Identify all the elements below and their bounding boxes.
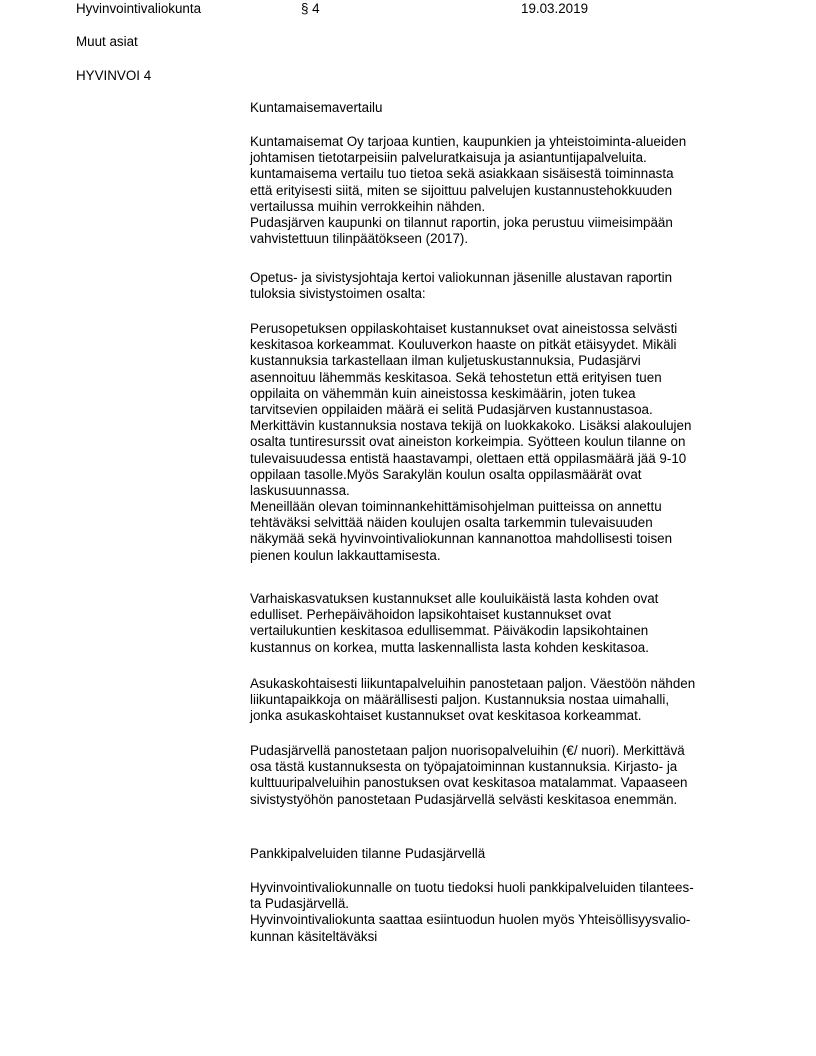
text-line: kustannus on korkea, mutta laskennallista lasta kohden keskitasoa. [250,639,649,655]
text-line: johtamisen tietotarpeisiin palveluratkaisuja ja asiantuntijapalveluita. [250,150,647,166]
text-line: Meneillään olevan toiminnankehittämisohjelman puitteissa on annettu [250,499,662,515]
text-line: asennoituu lähemmäs keskitasoa. Sekä tehostetun että erityisen tuen [250,369,662,385]
paragraph-sports-services [250,676,695,725]
text-line: kunnan käsiteltäväksi [250,928,378,944]
text-line: Hyvinvointivaliokunnalle on tuotu tiedoksi huoli pankkipalveluiden tilantees- [250,880,694,895]
text-line: kustannuksia tarkastellaan ilman kuljetuskustannuksia, Pudasjärvi [250,353,641,369]
text-line: Pudasjärvellä panostetaan paljon nuorisopalveluihin (€/ nuori). Merkittävä [250,743,685,758]
topic-title-pankkipalvelut: Pankkipalveluiden tilanne Pudasjärvellä [250,846,486,861]
text-line: Pudasjärven kaupunki on tilannut raportin, joka perustuu viimeisimpään [250,214,673,230]
text-line: Hyvinvointivaliokunta saattaa esiintuodun huolen myös Yhteisöllisyysvalio- [250,912,691,928]
text-line: tulevaisuudessa entistä haastavampi, olettaen että oppilasmäärä jää 9-10 [250,450,687,466]
paragraph-intro [250,134,686,247]
text-line: laskusuunnassa. [250,482,350,498]
text-line: sivistystyöhön panostetaan Pudasjärvellä selvästi keskitasoa enemmän. [250,791,678,807]
paragraph-basic-education [250,321,691,564]
text-line: liikuntapaikkoja on määrällisesti paljon. Kustannuksia nostaa uimahalli, [250,692,670,708]
item-reference: HYVINVOI 4 [76,68,152,83]
text-line: oppilaita on vähemmän kuin aineistossa keskimäärin, joten tukea [250,385,636,401]
meeting-date: 19.03.2019 [521,1,589,16]
text-line: edulliset. Perhepäivähoidon lapsikohtaiset kustannukset ovat [250,607,612,623]
text-line: oppilaan tasolle.Myös Sarakylän koulun osalta oppilasmäärät ovat [250,466,642,482]
item-category: Muut asiat [76,34,138,49]
topic-title-kuntamaisemavertailu: Kuntamaisemavertailu [250,100,383,115]
organization-name: Hyvinvointivaliokunta [76,1,202,16]
text-line: vahvistettuun tilinpäätökseen (2017). [250,231,469,247]
text-line: tehtäväksi selvittää näiden koulujen osalta tarkemmin tulevaisuuden [250,515,653,531]
paragraph-early-childhood [250,591,658,656]
text-line: ta Pudasjärvellä. [250,896,349,912]
paragraph-youth-services [250,743,687,808]
text-line: että erityisesti siitä, miten se sijoittuu palvelujen kustannustehokkuuden [250,182,673,198]
text-line: keskitasoa korkeammat. Kouluverkon haaste on pitkät etäisyydet. Mikäli [250,337,677,353]
text-line: Varhaiskasvatuksen kustannukset alle kouluikäistä lasta kohden ovat [250,591,659,606]
text-line: vertailussa muihin verrokkeihin nähden. [250,198,486,214]
text-line: näkymää sekä hyvinvointivaliokunnan kannanottoa mahdollisesti toisen [250,531,673,547]
text-line: pienen koulun lakkauttamisesta. [250,547,441,563]
text-line: Asukaskohtaisesti liikuntapalveluihin panostetaan paljon. Väestöön nähden [250,676,696,691]
text-line: Opetus- ja sivistysjohtaja kertoi valiokunnan jäsenille alustavan raportin [250,270,673,285]
text-line: osa tästä kustannuksesta on työpajatoiminnan kustannuksia. Kirjasto- ja [250,759,678,775]
text-line: tuloksia sivistystoimen osalta: [250,286,426,302]
text-line: kulttuuripalveluihin panostuksen ovat keskitasoa matalammat. Vapaaseen [250,775,688,791]
text-line: vertailukuntien keskitasoa edullisemmat. Päiväkodin lapsikohtainen [250,623,649,639]
text-line: Kuntamaisemat Oy tarjoaa kuntien, kaupunkien ja yhteistoiminta-alueiden [250,134,687,149]
section-number: § 4 [301,1,320,16]
paragraph-director-report [250,270,672,302]
text-line: osalta tuntiresurssit ovat aineiston korkeimpia. Syötteen koulun tilanne on [250,434,686,450]
text-line: Perusopetuksen oppilaskohtaiset kustannukset ovat aineistossa selvästi [250,321,678,336]
text-line: tarvitsevien oppilaiden määrä ei selitä Pudasjärven kustannustasoa. [250,401,653,417]
text-line: Merkittävin kustannuksia nostava tekijä on luokkakoko. Lisäksi alakoulujen [250,418,692,434]
text-line: jonka asukaskohtaiset kustannukset ovat keskitasoa korkeammat. [250,708,642,724]
text-line: kuntamaisema vertailu tuo tietoa sekä asiakkaan sisäisestä toiminnasta [250,166,674,182]
paragraph-banking [250,880,694,945]
